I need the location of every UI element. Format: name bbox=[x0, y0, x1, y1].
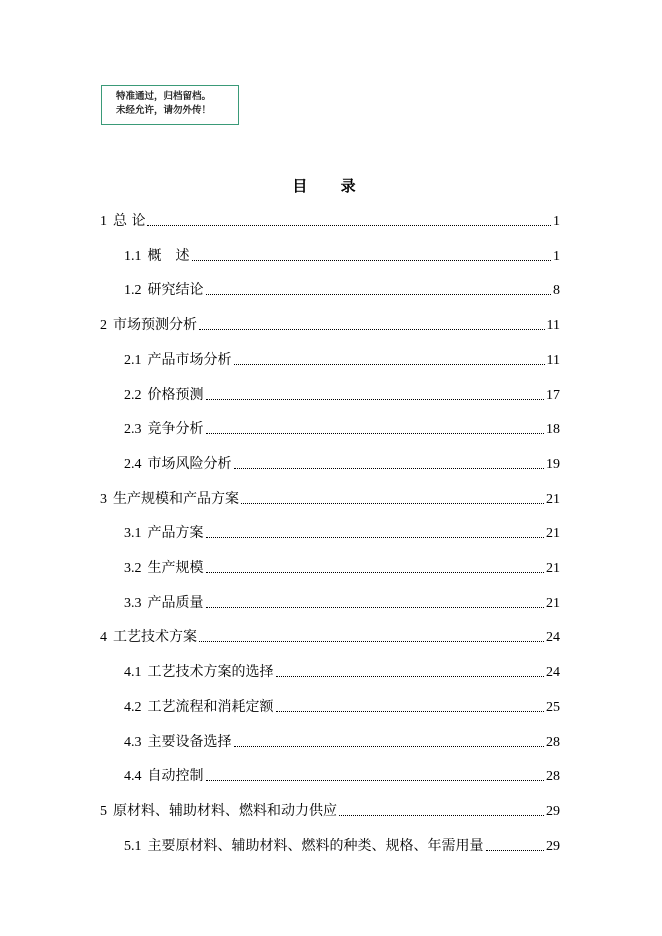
toc-dot-leader bbox=[206, 571, 545, 573]
toc-dot-leader bbox=[206, 293, 552, 295]
toc-entry-title: 工艺技术方案 bbox=[113, 629, 197, 646]
stamp-line-2: 未经允许，请勿外传！ bbox=[116, 105, 212, 116]
toc-entry-number: 4.2 bbox=[124, 699, 142, 715]
toc-entry-number: 1.1 bbox=[124, 248, 142, 264]
toc-entry-number: 2.1 bbox=[124, 352, 142, 368]
toc-entry[interactable] bbox=[124, 418, 560, 438]
toc-entry-number: 3.1 bbox=[124, 526, 142, 542]
toc-dot-leader bbox=[206, 606, 545, 608]
toc-entry[interactable] bbox=[124, 557, 560, 577]
toc-entry[interactable] bbox=[124, 279, 560, 299]
toc-entry-page: 21 bbox=[546, 595, 560, 611]
toc-entry-number: 3 bbox=[100, 491, 107, 507]
toc-entry[interactable] bbox=[124, 765, 560, 785]
toc-entry-page: 19 bbox=[546, 456, 560, 472]
toc-entry-title: 主要原材料、辅助材料、燃料的种类、规格、年需用量 bbox=[147, 837, 484, 854]
toc-entry[interactable] bbox=[124, 245, 560, 265]
toc-entry-page: 28 bbox=[546, 769, 560, 785]
toc-entry-page: 1 bbox=[553, 214, 560, 229]
toc-entry-page: 18 bbox=[546, 422, 560, 438]
toc-dot-leader bbox=[276, 675, 545, 677]
toc-entry[interactable] bbox=[100, 488, 560, 508]
toc-entry-title: 产品方案 bbox=[147, 525, 204, 542]
toc-dot-leader bbox=[339, 814, 544, 816]
toc-entry-title: 总 论 bbox=[113, 213, 146, 229]
toc-entry-title: 自动控制 bbox=[147, 768, 204, 785]
toc-entry-title: 工艺技术方案的选择 bbox=[147, 664, 274, 681]
toc-entry-page: 11 bbox=[546, 352, 560, 368]
toc-dot-leader bbox=[276, 710, 545, 712]
toc-entry-number: 2.3 bbox=[124, 422, 142, 438]
toc-dot-leader bbox=[234, 363, 545, 365]
toc-entry-title: 主要设备选择 bbox=[147, 733, 232, 750]
toc-entry[interactable] bbox=[100, 626, 560, 646]
toc-entry-number: 4 bbox=[100, 630, 107, 646]
toc-entry[interactable] bbox=[100, 210, 560, 230]
toc-entry-page: 1 bbox=[553, 248, 560, 264]
toc-entry-title: 产品市场分析 bbox=[147, 351, 232, 368]
toc-dot-leader bbox=[206, 432, 545, 434]
toc-entry-title: 概 述 bbox=[147, 247, 190, 264]
toc-entry-page: 24 bbox=[546, 665, 560, 681]
toc-entry-number: 3.2 bbox=[124, 561, 142, 576]
toc-entry-number: 1.2 bbox=[124, 283, 142, 299]
toc-entry-page: 21 bbox=[546, 491, 560, 507]
toc-dot-leader bbox=[206, 398, 545, 400]
toc-entry-title: 市场预测分析 bbox=[113, 317, 197, 334]
toc-entry-page: 21 bbox=[546, 526, 560, 542]
toc-entry-number: 2 bbox=[100, 318, 107, 334]
stamp-line-1: 特准通过，归档留档。 bbox=[116, 91, 212, 102]
toc-dot-leader bbox=[192, 259, 552, 261]
toc-entry-page: 8 bbox=[553, 283, 560, 299]
toc-entry[interactable] bbox=[124, 349, 560, 369]
toc-dot-leader bbox=[206, 536, 545, 538]
toc-entry-title: 价格预测 bbox=[147, 386, 204, 403]
toc-entry[interactable] bbox=[124, 592, 560, 612]
toc-entry-title: 工艺流程和消耗定额 bbox=[147, 698, 274, 715]
toc-dot-leader bbox=[486, 849, 545, 851]
toc-entry-title: 研究结论 bbox=[147, 282, 204, 299]
toc-entry[interactable] bbox=[124, 522, 560, 542]
toc-entry-title: 竞争分析 bbox=[147, 421, 204, 438]
toc-dot-leader bbox=[241, 502, 544, 504]
toc-entry-title: 生产规模 bbox=[147, 560, 204, 576]
toc-entry-number: 3.3 bbox=[124, 595, 142, 611]
toc-entry[interactable] bbox=[124, 731, 560, 751]
toc-entry-number: 2.4 bbox=[124, 456, 142, 472]
toc-entry-page: 29 bbox=[546, 803, 560, 819]
toc-entry-page: 29 bbox=[546, 838, 560, 854]
toc-dot-leader bbox=[199, 328, 545, 330]
toc-entry-page: 21 bbox=[546, 561, 560, 576]
toc-entry-page: 11 bbox=[546, 318, 560, 334]
toc-entry[interactable] bbox=[124, 384, 560, 404]
toc-entry-number: 5 bbox=[100, 803, 107, 819]
toc-dot-leader bbox=[147, 224, 551, 226]
toc-entry[interactable] bbox=[124, 696, 560, 716]
toc-dot-leader bbox=[206, 779, 545, 781]
toc-entry-title: 生产规模和产品方案 bbox=[113, 490, 239, 507]
toc-entry-number: 5.1 bbox=[124, 838, 142, 854]
toc-entry[interactable] bbox=[100, 314, 560, 334]
approval-stamp bbox=[101, 85, 239, 125]
toc-title: 目 录 bbox=[292, 177, 370, 195]
toc-dot-leader bbox=[234, 467, 545, 469]
toc-entry-number: 4.1 bbox=[124, 665, 142, 681]
toc-entry-number: 1 bbox=[100, 214, 107, 229]
toc-entry[interactable] bbox=[124, 835, 560, 855]
toc-entry-page: 24 bbox=[546, 630, 560, 646]
toc-entry-number: 4.4 bbox=[124, 769, 142, 785]
toc-entry-title: 产品质量 bbox=[147, 594, 204, 611]
toc-entry-page: 25 bbox=[546, 699, 560, 715]
toc-dot-leader bbox=[234, 745, 545, 747]
toc-entry[interactable] bbox=[100, 800, 560, 820]
toc-entry-title: 原材料、辅助材料、燃料和动力供应 bbox=[113, 802, 337, 819]
toc-entry[interactable] bbox=[124, 453, 560, 473]
toc-entry-number: 2.2 bbox=[124, 387, 142, 403]
toc-entry-page: 17 bbox=[546, 387, 560, 403]
toc-entry-page: 28 bbox=[546, 734, 560, 750]
toc-entry[interactable] bbox=[124, 661, 560, 681]
toc-entry-number: 4.3 bbox=[124, 734, 142, 750]
toc-entry-title: 市场风险分析 bbox=[147, 455, 232, 472]
toc-dot-leader bbox=[199, 640, 544, 642]
